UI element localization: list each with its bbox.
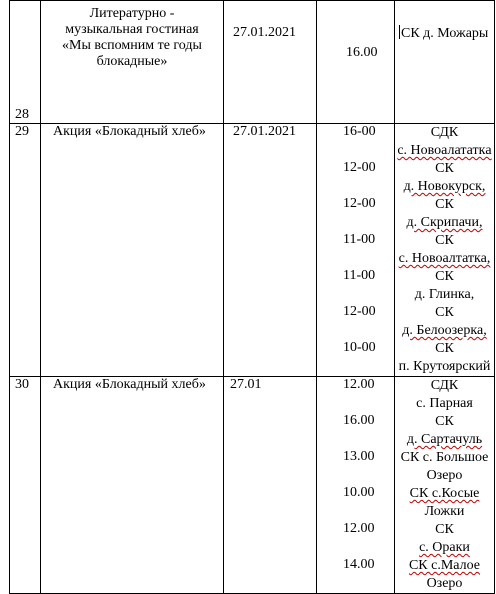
place-entry: СК с. Большое — [400, 450, 489, 465]
place-entry: СК — [435, 161, 454, 176]
table-row — [10, 1, 495, 124]
table-row — [10, 124, 495, 377]
place-entry: СК — [435, 341, 454, 356]
event-times — [317, 377, 395, 594]
place-entry: СК — [435, 269, 454, 284]
events-table — [9, 0, 495, 594]
event-place[interactable] — [395, 1, 495, 124]
place-entry: Ложки — [424, 504, 465, 519]
row-number: 28 — [10, 1, 41, 124]
place-entry: д. Глинка, — [414, 287, 475, 302]
event-time: 16.00 — [317, 1, 395, 124]
time-entry: 12.00 — [343, 377, 375, 392]
row-number: 30 — [10, 377, 41, 594]
time-entry: 12-00 — [343, 304, 376, 319]
event-name-line: Литературно - — [89, 6, 175, 21]
time-entry: 16.00 — [343, 413, 375, 428]
place-entry: СК с.Косые — [409, 486, 480, 501]
place-entry: СК — [435, 414, 454, 429]
place-entry: с. Новоалататкa — [397, 143, 492, 158]
table-row — [10, 377, 495, 594]
place-entry: п. Крутоярский — [398, 359, 491, 374]
time-entry: 11-00 — [343, 268, 376, 283]
event-date: 27.01.2021 — [224, 124, 317, 377]
time-entry: 14.00 — [343, 557, 375, 572]
place-entry: СК с.Малое — [408, 558, 481, 573]
event-places — [395, 377, 495, 594]
place-entry: Озеро — [426, 576, 463, 591]
place-entry: д. Белоозерка, — [402, 323, 487, 338]
event-places — [395, 124, 495, 377]
time-entry: 16-00 — [343, 124, 376, 139]
place-entry: СК — [435, 305, 454, 320]
row-number: 29 — [10, 124, 41, 377]
text-cursor — [399, 25, 400, 39]
place-entry: д. Скрипачи, — [406, 215, 483, 230]
place-text: СК д. Можары — [401, 26, 489, 41]
event-name-line: «Мы вспомним те годы — [62, 38, 202, 53]
place-entry: СК — [435, 197, 454, 212]
event-name: Акция «Блокадный хлеб» — [41, 124, 224, 377]
event-name-line: музыкальная гостиная — [65, 22, 199, 37]
event-name — [41, 1, 224, 124]
place-entry: Озеро — [426, 468, 463, 483]
event-name-line: блокадные» — [96, 54, 168, 69]
event-name: Акция «Блокадный хлеб» — [41, 377, 224, 594]
time-entry: 13.00 — [343, 449, 375, 464]
time-entry: 10.00 — [343, 485, 375, 500]
time-entry: 12.00 — [343, 521, 375, 536]
event-times — [317, 124, 395, 377]
time-entry: 12-00 — [343, 196, 376, 211]
place-entry: д. Новокурск, — [403, 179, 486, 194]
place-entry: СДК — [430, 378, 459, 393]
place-entry: с. Новоалтатка, — [398, 251, 491, 266]
time-entry: 11-00 — [343, 232, 376, 247]
place-entry: СДК — [430, 125, 459, 140]
event-date: 27.01.2021 — [224, 1, 317, 124]
place-entry: с. Ораки — [419, 540, 470, 555]
time-entry: 12-00 — [343, 160, 376, 175]
place-entry: с. Парная — [416, 396, 473, 411]
time-entry: 10-00 — [343, 340, 376, 355]
event-date: 27.01 — [224, 377, 317, 594]
place-entry: СК — [435, 522, 454, 537]
place-entry: д. Сартачуль — [406, 432, 483, 447]
place-entry: СК — [435, 233, 454, 248]
